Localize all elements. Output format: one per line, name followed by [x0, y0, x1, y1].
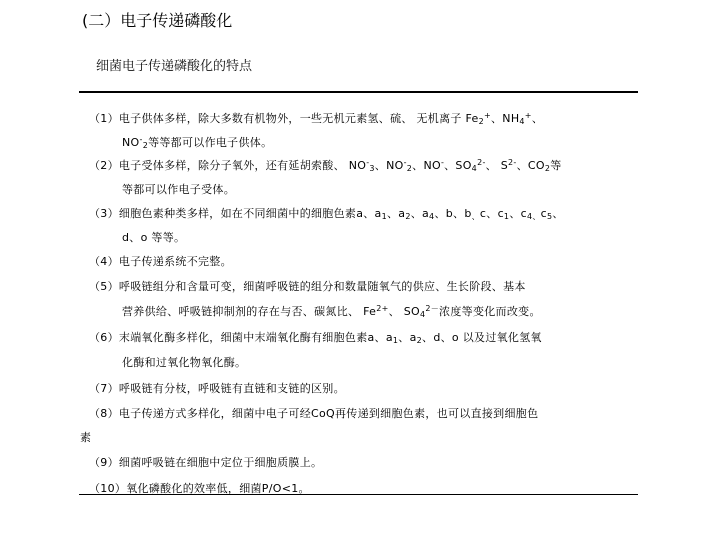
text: NO	[122, 136, 140, 149]
list-item-3-line-2: d、o 等等。	[122, 231, 186, 244]
text: 、	[531, 112, 544, 125]
text: （2）电子受体多样，除分子氧外，还有延胡索酸、 NO	[89, 159, 367, 172]
superscript: -	[139, 135, 143, 144]
page-title: (二）电子传递磷酸化	[82, 11, 233, 30]
list-item-1-line-1	[89, 112, 543, 125]
text: （6）末端氧化酶多样化，细菌中末端氧化酶有细胞色素a、a	[89, 331, 393, 344]
text: 等等都可以作电子供体。	[148, 136, 273, 149]
superscript: +	[483, 111, 491, 120]
text: （3）细胞色素种类多样，如在不同细菌中的细胞色素a、a	[89, 207, 382, 220]
text: 、CO	[516, 159, 545, 172]
superscript: +	[524, 111, 532, 120]
superscript: 2+	[376, 304, 389, 313]
text: 、a	[410, 207, 430, 220]
text: 、	[552, 207, 564, 220]
subscript: 5	[547, 212, 553, 221]
text: 、a	[398, 331, 417, 344]
superscript: -	[403, 158, 407, 167]
subscript: 3	[369, 164, 375, 173]
text: 、NO	[412, 159, 441, 172]
text: 、 S	[485, 159, 509, 172]
superscript: 2－	[425, 304, 440, 313]
subscript: 4	[419, 310, 426, 319]
subscript: 4	[519, 117, 525, 126]
list-item-2-line-1	[89, 159, 562, 172]
subscript: 2	[416, 336, 423, 345]
text: 、SO	[444, 159, 472, 172]
subscript: 2	[405, 212, 411, 221]
list-item-9: （9）细菌呼吸链在细胞中定位于细胞质膜上。	[89, 456, 323, 469]
superscript: 2-	[477, 158, 486, 167]
text: 、a	[386, 207, 406, 220]
text: 、 SO	[388, 305, 420, 318]
subscript: 1	[381, 212, 387, 221]
list-item-1-line-2	[122, 136, 272, 149]
superscript: 2-	[508, 158, 517, 167]
bottom-divider	[79, 494, 638, 495]
superscript: -	[440, 158, 445, 167]
subscript: 1	[503, 212, 510, 221]
list-item-4: （4）电子传递系统不完整。	[89, 255, 232, 268]
subscript: 4	[429, 212, 435, 221]
text: （1）电子供体多样，除大多数有机物外，一些无机元素氢、硫、 无机离子 Fe	[89, 112, 479, 125]
list-item-6-line-2: 化酶和过氧化物氧化酶。	[122, 356, 247, 369]
text: 等	[550, 159, 562, 172]
text: c	[540, 207, 548, 220]
top-divider	[79, 91, 638, 93]
list-item-2-line-2: 等都可以作电子受体。	[122, 183, 235, 196]
list-item-6-line-1	[89, 331, 542, 344]
text: 、c	[509, 207, 527, 220]
subscript: 2	[544, 164, 551, 173]
text: 、NO	[374, 159, 404, 172]
text: 、NH	[491, 112, 520, 125]
text: 营养供给、呼吸链抑制剂的存在与否、碳氮比、 Fe	[122, 305, 377, 318]
text: 浓度等变化而改变。	[439, 305, 541, 318]
list-item-7: （7）呼吸链有分枝，呼吸链有直链和支链的区别。	[89, 382, 345, 395]
subscript: 1	[392, 336, 399, 345]
subscript: 4	[471, 164, 478, 173]
list-item-10: （10）氧化磷酸化的效率低，细菌P/O<1。	[89, 482, 310, 495]
list-item-8-line-1: （8）电子传递方式多样化，细菌中电子可经CoQ再传递到细胞色素，也可以直接到细胞色	[89, 407, 539, 420]
subscript: 2	[478, 117, 484, 126]
text: c、c	[479, 207, 504, 220]
list-item-5-line-1: （5）呼吸链组分和含量可变，细菌呼吸链的组分和数量随氧气的供应、生长阶段、基本	[89, 280, 526, 293]
subscript: 2	[406, 164, 413, 173]
text: 、d、o 以及过氧化氢氧	[422, 331, 542, 344]
section-subtitle: 细菌电子传递磷酸化的特点	[96, 59, 253, 74]
superscript: -	[366, 158, 370, 167]
text: 、b、b	[434, 207, 472, 220]
subscript: 2	[142, 141, 149, 150]
list-item-5-line-2	[122, 305, 541, 318]
list-item-8-line-2: 素	[80, 431, 92, 444]
subscript: 4	[526, 212, 533, 221]
list-item-3-line-1: （3）细胞色素种类多样，如在不同细菌中的细胞色素a、$a_1$、$a_2$、$a_4$、b、$b_、c$、$c_1$、$c_{4、}c_5$、	[89, 207, 564, 221]
